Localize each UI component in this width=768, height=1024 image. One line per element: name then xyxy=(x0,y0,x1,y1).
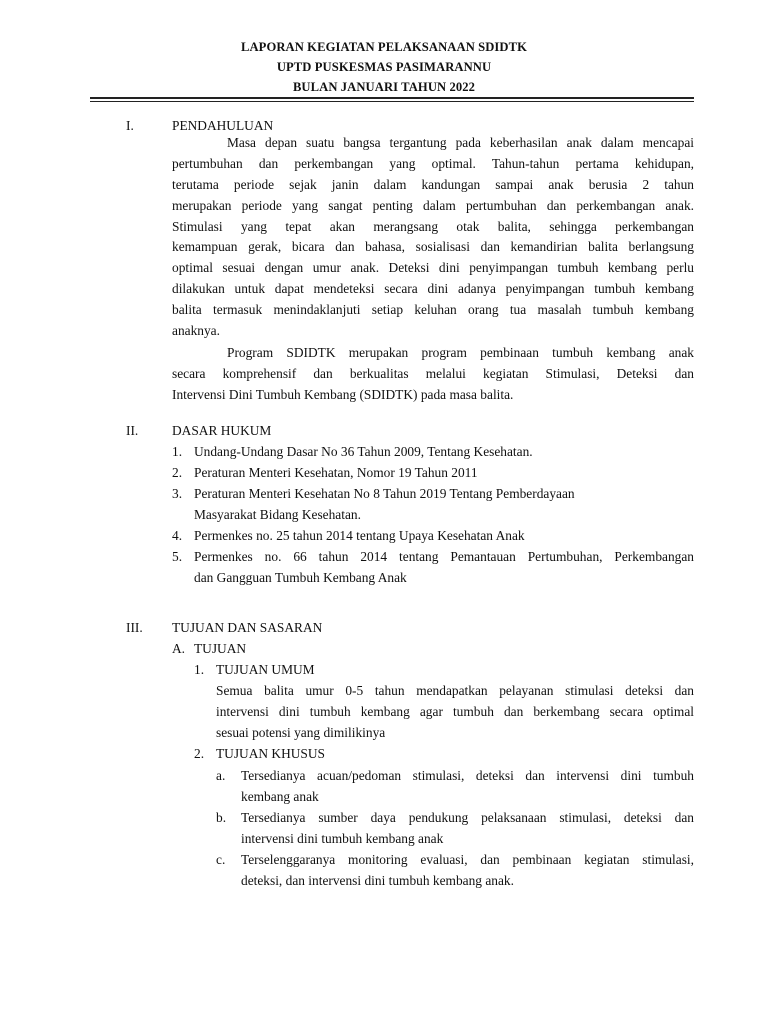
section-title-dasar-hukum: DASAR HUKUM xyxy=(172,423,272,438)
list-text: Tersedianya acuan/pedoman stimulasi, deteksi dan intervensi dini tumbuh xyxy=(241,768,694,783)
list-number: 2. xyxy=(172,465,183,480)
tujuan-umum xyxy=(194,660,694,744)
text-line: Masa depan suatu bangsa tergantung pada keberhasilan anak dalam mencapai xyxy=(227,135,694,150)
text-line: Program SDIDTK merupakan program pembinaan tumbuh kembang anak xyxy=(227,345,694,360)
list-text: Peraturan Menteri Kesehatan No 8 Tahun 2019 Tentang Pemberdayaan xyxy=(194,486,575,501)
report-title: LAPORAN KEGIATAN PELAKSANAAN SDIDTK xyxy=(240,40,528,54)
section-title-pendahuluan: PENDAHULUAN xyxy=(172,118,274,133)
text-line: anaknya. xyxy=(172,323,220,339)
list-item xyxy=(172,463,694,484)
header-rule-thin xyxy=(90,101,694,102)
tujuan-umum-title: TUJUAN UMUM xyxy=(216,662,315,677)
list-number: 2. xyxy=(194,746,205,761)
list-text: dan Gangguan Tumbuh Kembang Anak xyxy=(194,570,407,585)
list-text: Undang-Undang Dasar No 36 Tahun 2009, Tentang Kesehatan. xyxy=(194,444,533,459)
subsection-title: TUJUAN xyxy=(194,641,247,656)
section-title-tujuan-dan-sasaran: TUJUAN DAN SASARAN xyxy=(172,620,323,635)
list-item xyxy=(172,547,694,589)
subsection-a xyxy=(172,639,694,660)
text-line: secara komprehensif dan berkualitas melalui kegiatan Stimulasi, Deteksi dan xyxy=(172,365,694,381)
text-line: balita termasuk menindaklanjuti setiap keluhan orang tua masalah tumbuh kembang xyxy=(172,302,694,318)
text-line: sesuai potensi yang dimilikinya xyxy=(216,725,386,740)
text-line: Semua balita umur 0-5 tahun mendapatkan pelayanan stimulasi deteksi dan xyxy=(216,683,694,698)
list-text: Peraturan Menteri Kesehatan, Nomor 19 Tahun 2011 xyxy=(194,465,478,480)
text-line: pertumbuhan dan perkembangan yang optimal. Tahun-tahun pertama kehidupan, xyxy=(172,155,694,171)
list-text: Tersedianya sumber daya pendukung pelaksanaan stimulasi, deteksi dan xyxy=(241,810,694,825)
tujuan-khusus xyxy=(194,744,694,765)
list-number: 1. xyxy=(172,444,183,459)
list-number: 3. xyxy=(172,486,183,501)
list-item xyxy=(172,484,694,526)
tujuan-khusus-title: TUJUAN KHUSUS xyxy=(216,746,325,761)
list-number: 4. xyxy=(172,528,183,543)
text-line: optimal sesuai dengan umur anak. Deteksi dini penyimpangan tumbuh kembang perlu xyxy=(172,260,694,276)
header-rule-thick xyxy=(90,97,694,99)
list-item xyxy=(216,766,694,808)
pendahuluan-paragraph-1 xyxy=(172,133,694,342)
section-number: II. xyxy=(126,423,139,438)
list-text: Masyarakat Bidang Kesehatan. xyxy=(194,507,361,522)
list-letter: b. xyxy=(216,810,227,825)
list-item xyxy=(172,526,694,547)
list-text: Permenkes no. 25 tahun 2014 tentang Upaya Kesehatan Anak xyxy=(194,528,525,543)
section-number: I. xyxy=(126,118,134,133)
list-item xyxy=(172,442,694,463)
list-text: intervensi dini tumbuh kembang anak xyxy=(241,831,444,846)
list-number: 5. xyxy=(172,549,183,564)
list-text: deteksi, dan intervensi dini tumbuh kembang anak. xyxy=(241,873,514,888)
text-line: dilakukan untuk dapat mendeteksi secara dini adanya penyimpangan tumbuh kembang xyxy=(172,281,694,297)
list-number: 1. xyxy=(194,662,205,677)
report-subtitle: UPTD PUSKESMAS PASIMARANNU xyxy=(276,60,492,74)
list-text: kembang anak xyxy=(241,789,319,804)
list-item xyxy=(216,808,694,850)
text-line: terutama periode sejak janin dalam kandungan sampai anak berusia 2 tahun xyxy=(172,176,694,192)
list-letter: c. xyxy=(216,852,226,867)
list-item xyxy=(216,850,694,892)
text-line: merupakan periode yang sangat penting dalam pertumbuhan dan perkembangan anak. xyxy=(172,197,694,213)
report-period: BULAN JANUARI TAHUN 2022 xyxy=(292,80,476,94)
list-text: Permenkes no. 66 tahun 2014 tentang Pemantauan Pertumbuhan, Perkembangan xyxy=(194,549,694,564)
text-line: Stimulasi yang tepat akan merangsang otak balita, sehingga perkembangan xyxy=(172,218,694,234)
text-line: Intervensi Dini Tumbuh Kembang (SDIDTK) pada masa balita. xyxy=(172,386,514,402)
section-number: III. xyxy=(126,620,143,635)
list-letter: a. xyxy=(216,768,226,783)
text-line: kemampuan gerak, bicara dan bahasa, sosialisasi dan kemandirian balita berlangsung xyxy=(172,239,694,255)
list-text: Terselenggaranya monitoring evaluasi, dan pembinaan kegiatan stimulasi, xyxy=(241,852,694,867)
subsection-letter: A. xyxy=(172,641,186,656)
pendahuluan-paragraph-2 xyxy=(172,343,694,406)
text-line: intervensi dini tumbuh kembang agar tumbuh dan berkembang secara optimal xyxy=(216,704,694,719)
